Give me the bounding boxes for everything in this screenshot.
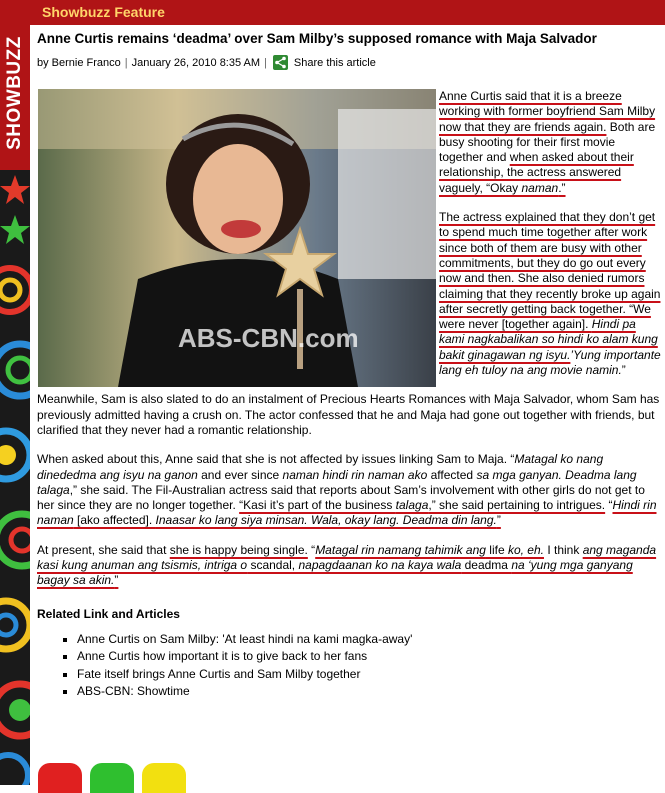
email-icon[interactable]: [90, 763, 134, 793]
related-link[interactable]: ▪ Anne Curtis on Sam Milby: 'At least hindi na kami magka-away': [77, 632, 661, 647]
comment-icon[interactable]: [38, 763, 82, 793]
author[interactable]: by Bernie Franco: [37, 56, 121, 69]
tv-icon[interactable]: [142, 763, 186, 793]
sidebar-label: SHOWBUZZ: [4, 36, 25, 150]
share-icon[interactable]: [273, 55, 288, 70]
related-link[interactable]: ▪ Fate itself brings Anne Curtis and Sam Milby together: [77, 667, 661, 682]
related-list: [37, 632, 661, 699]
photo-watermark: ABS-CBN.com: [178, 323, 359, 353]
paragraph: Meanwhile, Sam is also slated to do an instalment of Precious Hearts Romances with Maja Salvador, whom Sam has previously admitted having a crush on. The actor confessed that he and Maja had gone out together with friends, but clarified that they never had a romantic relationship.: [37, 392, 660, 437]
paragraph: The actress explained that they don’t get to spend much time together after work since both of them are busy with other commitments, but they do go out every now and then. She also denied rumors claiming that they recently broke up again after secretly getting back together. “We were never [together again]. Hindi pa kami nagkabalikan so hindi ko alam kung bakit ginagawan ng isyu.’Yung importante lang eh tuloy na ang movie namin.”: [439, 210, 661, 378]
article-body: [37, 89, 661, 701]
section-header: Showbuzz Feature: [30, 0, 665, 25]
share-icons: [38, 763, 186, 793]
showbuzz-sidebar: [0, 0, 30, 785]
related-title: Related Link and Articles: [37, 606, 180, 621]
byline: [37, 55, 376, 70]
related-link[interactable]: ▪ Anne Curtis how important it is to give back to her fans: [77, 649, 661, 664]
byline-separator: |: [264, 56, 267, 69]
share-article-link[interactable]: Share this article: [293, 56, 376, 69]
decorative-pattern: [0, 170, 30, 785]
article-title: Anne Curtis remains ‘deadma’ over Sam Milby’s supposed romance with Maja Salvador: [37, 31, 597, 46]
publish-date: January 26, 2010 8:35 AM: [131, 56, 261, 69]
byline-separator: |: [124, 56, 128, 69]
paragraph: At present, she said that she is happy being single. “Matagal rin namang tahimik ang life ko, eh. I think ang maganda kasi kung anuman ang tsismis, intriga o scandal, napagdaanan ko na kaya wala deadma na ‘yung mga ganyang bagay sa akin.”: [37, 542, 657, 588]
paragraph: When asked about this, Anne said that she is not affected by issues linking Sam to Maja. “Matagal ko nang dinededma ang isyu na ganon and ever since naman hindi rin naman ako affected sa mga ganyan. Deadma lang talaga,” she said. The Fil-Australian actress said that reports about Sam’s involvement with other girls do not get to her since they are no longer together. “Kasi it’s part of the business talaga,” she said pertaining to intrigues. “Hindi rin naman [ako affected]. Inaasar ko lang siya minsan. Wala, okay lang. Deadma din lang.”: [37, 452, 657, 528]
paragraph: Anne Curtis said that it is a breeze working with former boyfriend Sam Milby now that they are friends again. Both are busy shooting for their first movie together and when asked about their relationship, the actress answered vaguely, “Okay naman.”: [439, 89, 656, 195]
related-link[interactable]: ▪ ABS-CBN: Showtime: [77, 684, 661, 699]
